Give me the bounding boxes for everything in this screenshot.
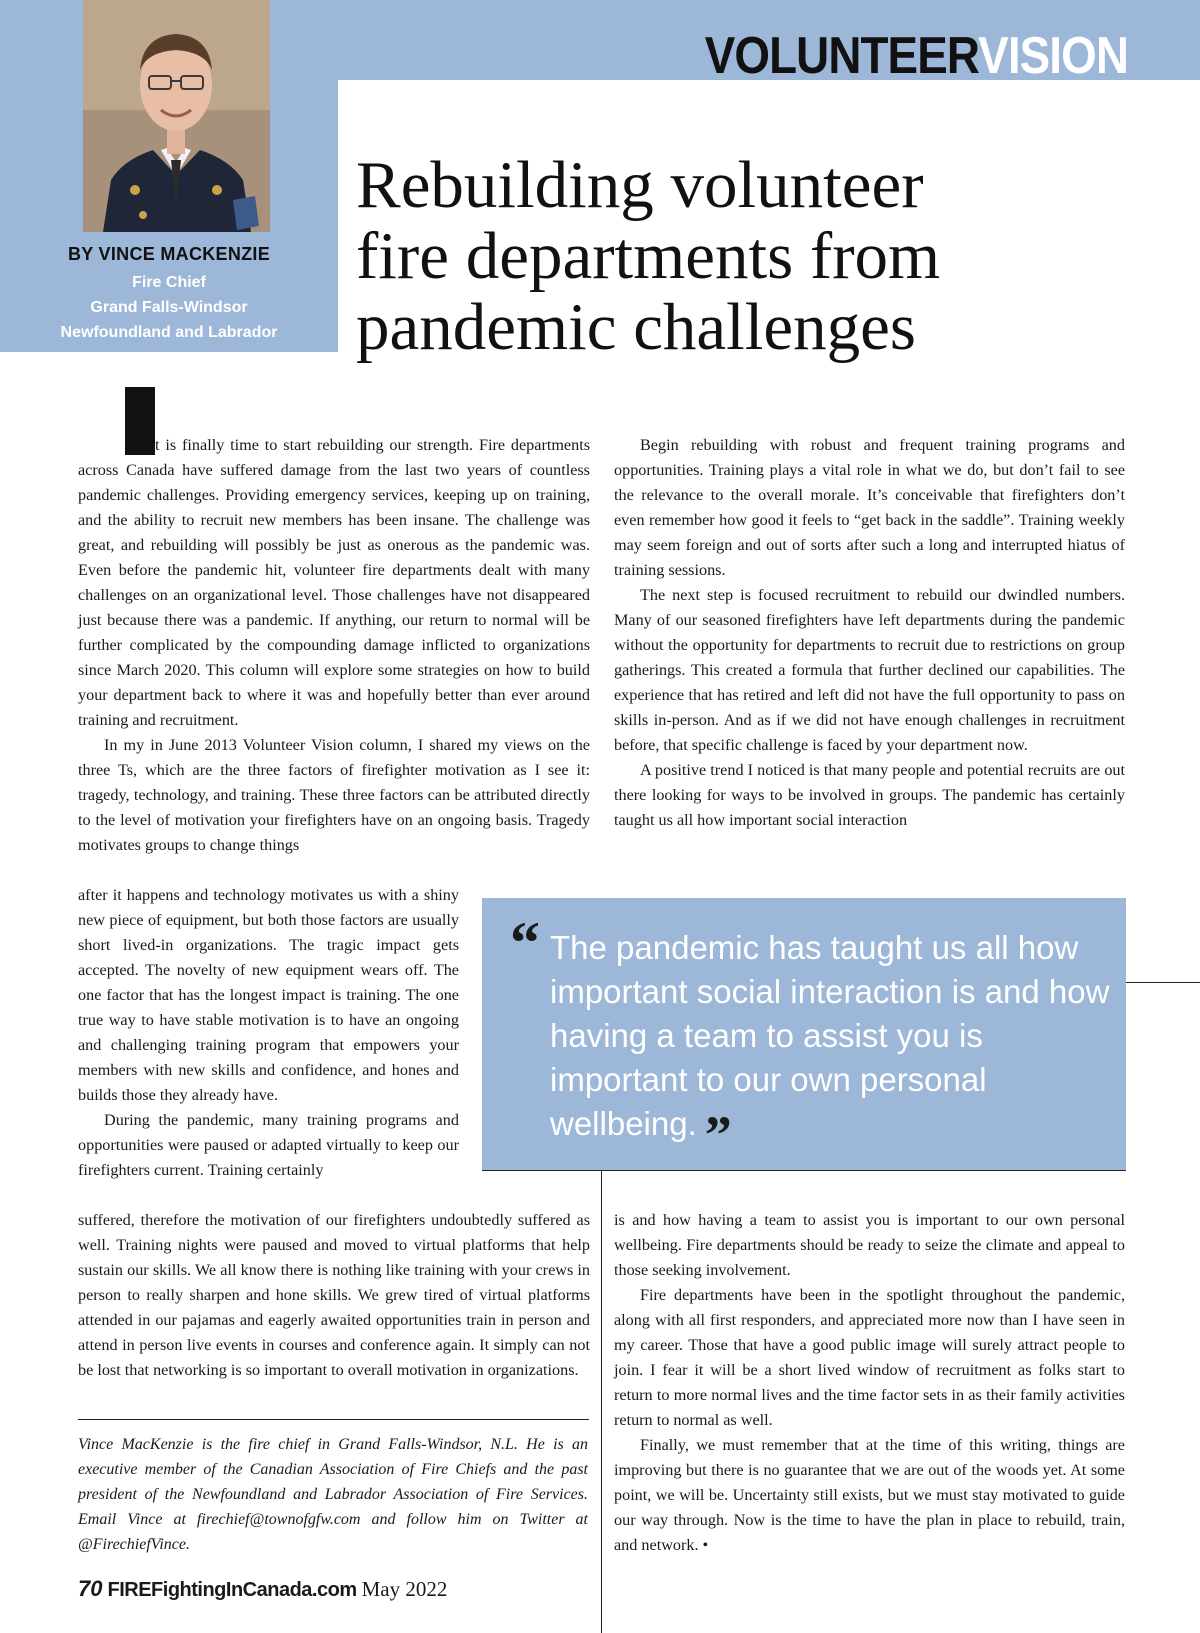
open-quote-icon: “ xyxy=(510,910,540,976)
page-number: 70 xyxy=(78,1576,103,1601)
article-column-left-bottom xyxy=(78,1208,590,1383)
article-column-left-mid xyxy=(78,883,459,1183)
article-paragraph-8: Finally, we must remember that at the time of this writing, things are improving but there is no guarantee that we are out of the woods yet. At some point, we will be. Uncertainty still exists, but we must stay motivated to guide our way through. Now is the time to have the plan in place to rebuild, train, and network. • xyxy=(614,1436,1125,1554)
author-bio: Vince MacKenzie is the fire chief in Grand Falls-Windsor, N.L. He is an executive member of the Canadian Association of Fire Chiefs and the past president of the Newfoundland and Labrador Association of Fire Services. Email Vince at firechief@townofgfw.com and follow him on Twitter at @FirechiefVince. xyxy=(78,1436,588,1553)
article-paragraph-2: In my in June 2013 Volunteer Vision column, I shared my views on the three Ts, which are the three factors of firefighter motivation as I see it: tragedy, technology, and training. These three factors can be attributed directly to the level of motivation your firefighters have on an ongoing basis. Tragedy motivates groups to change things xyxy=(78,736,590,854)
author-photo xyxy=(83,0,270,232)
article-column-left-top xyxy=(78,433,590,858)
close-quote-icon: ” xyxy=(704,1105,732,1165)
article-paragraph-2-cont: after it happens and technology motivates us with a shiny new piece of equipment, but both those factors are usually short lived-in organizations. The tragic impact gets accepted. The novelty of new equipment wears off. The one factor that has the longest impact is training. The one true way to have stable motivation is to have an ongoing and challenging training program that empowers your members with new skills and confidence, and hones and builds those they already have. xyxy=(78,886,459,1104)
section-title xyxy=(705,26,1128,86)
article-paragraph-3-cont: suffered, therefore the motivation of our firefighters undoubtedly suffered as well. Training nights were paused and moved to virtual platforms that help sustain our skills. We all know there is nothing like training with your crews in person to really sharpen and hone skills. We grew tired of virtual platforms attended in our pajamas and eagerly awaited opportunities train in person and attend in person live events in courses and conference again. It simply can not be lost that networking is so important to overall motivation in organizations. xyxy=(78,1211,590,1379)
article-paragraph-4: Begin rebuilding with robust and frequent training programs and opportunities. Training plays a vital role in what we do, but don’t fail to see the relevance to the overall morale. It’s conceivable that firefighters don’t even remember how good it feels to “get back in the saddle”. Training weekly may seem foreign and out of sorts after such a long and interrupted hiatus of training sessions. xyxy=(614,436,1125,579)
article-paragraph-6-cont: is and how having a team to assist you is important to our own personal wellbeing. Fire departments should be ready to seize the climate and appeal to those seeking involvement. xyxy=(614,1211,1125,1279)
pull-quote xyxy=(482,898,1126,1170)
byline xyxy=(0,244,338,345)
headline-line-1: Rebuilding volunteer xyxy=(356,148,924,222)
author-panel xyxy=(0,0,338,352)
author-name: BY VINCE MACKENZIE xyxy=(67,244,271,264)
headline xyxy=(356,150,1146,363)
section-title-light: VISION xyxy=(978,27,1128,85)
article-paragraph-5: The next step is focused recruitment to rebuild our dwindled numbers. Many of our seasoned firefighters have left departments during the pandemic without the opportunity for departments to recruit due to restrictions on group gatherings. This created a formula that further declined our capabilities. The experience that has retired and left did not have the full opportunity to pass on skills in-person. And as if we did not have enough challenges in recruitment before, that specific challenge is faced by your department now. xyxy=(614,586,1125,754)
article-paragraph-1: t is finally time to start rebuilding our strength. Fire departments across Canada have suffered damage from the last two years of countless pandemic challenges. Providing emergency services, keeping up on training, and the ability to recruit new members has been insane. The challenge was great, and rebuilding will possibly be just as onerous as the pandemic was. Even before the pandemic hit, volunteer fire departments dealt with many challenges on an organizational level. Those challenges have not disappeared just because there was a pandemic. If anything, our return to normal will be further complicated by the compounding damage inflicted to organizations since March 2020. This column will explore some strategies on how to build your department back to where it was and hopefully better than ever around training and recruitment. xyxy=(78,433,590,733)
article-column-right-top xyxy=(614,433,1125,833)
article-paragraph-6: A positive trend I noticed is that many people and potential recruits are out there looking for ways to be involved in groups. The pandemic has certainly taught us all how important social interaction xyxy=(614,761,1125,829)
column-divider xyxy=(601,1170,602,1633)
issue-date: May 2022 xyxy=(361,1577,448,1601)
section-title-dark: VOLUNTEER xyxy=(704,27,979,85)
pull-quote-text: The pandemic has taught us all how important social interaction is and how having a team to assist you is important to our own personal wellbeing. ” xyxy=(550,929,1110,1165)
drop-cap-block xyxy=(125,387,155,455)
author-role: Fire Chief xyxy=(132,274,206,291)
headline-line-3: pandemic challenges xyxy=(356,290,916,364)
article-paragraph-7: Fire departments have been in the spotlight throughout the pandemic, along with all first responders, and appreciated more now than I have seen in my career. Those that have a good public image will surely attract people to join. I fear it will be a short lived window of recruitment as folks start to return to more normal lives and the time factor sets in as their family activities return to normal as well. xyxy=(614,1286,1125,1429)
divider-under-quote xyxy=(482,1170,1126,1171)
headline-line-2: fire departments from xyxy=(356,219,941,293)
author-town: Grand Falls-Windsor xyxy=(90,299,248,316)
author-province: Newfoundland and Labrador xyxy=(60,324,278,341)
bio-divider xyxy=(78,1419,589,1420)
magazine-url: FIREFightingInCanada.com xyxy=(107,1579,357,1601)
article-column-right-bottom xyxy=(614,1208,1125,1558)
article-paragraph-3: During the pandemic, many training programs and opportunities were paused or adapted virtually to keep our firefighters current. Training certainly xyxy=(78,1111,459,1179)
divider-right xyxy=(1126,982,1200,983)
page-footer xyxy=(78,1574,447,1605)
